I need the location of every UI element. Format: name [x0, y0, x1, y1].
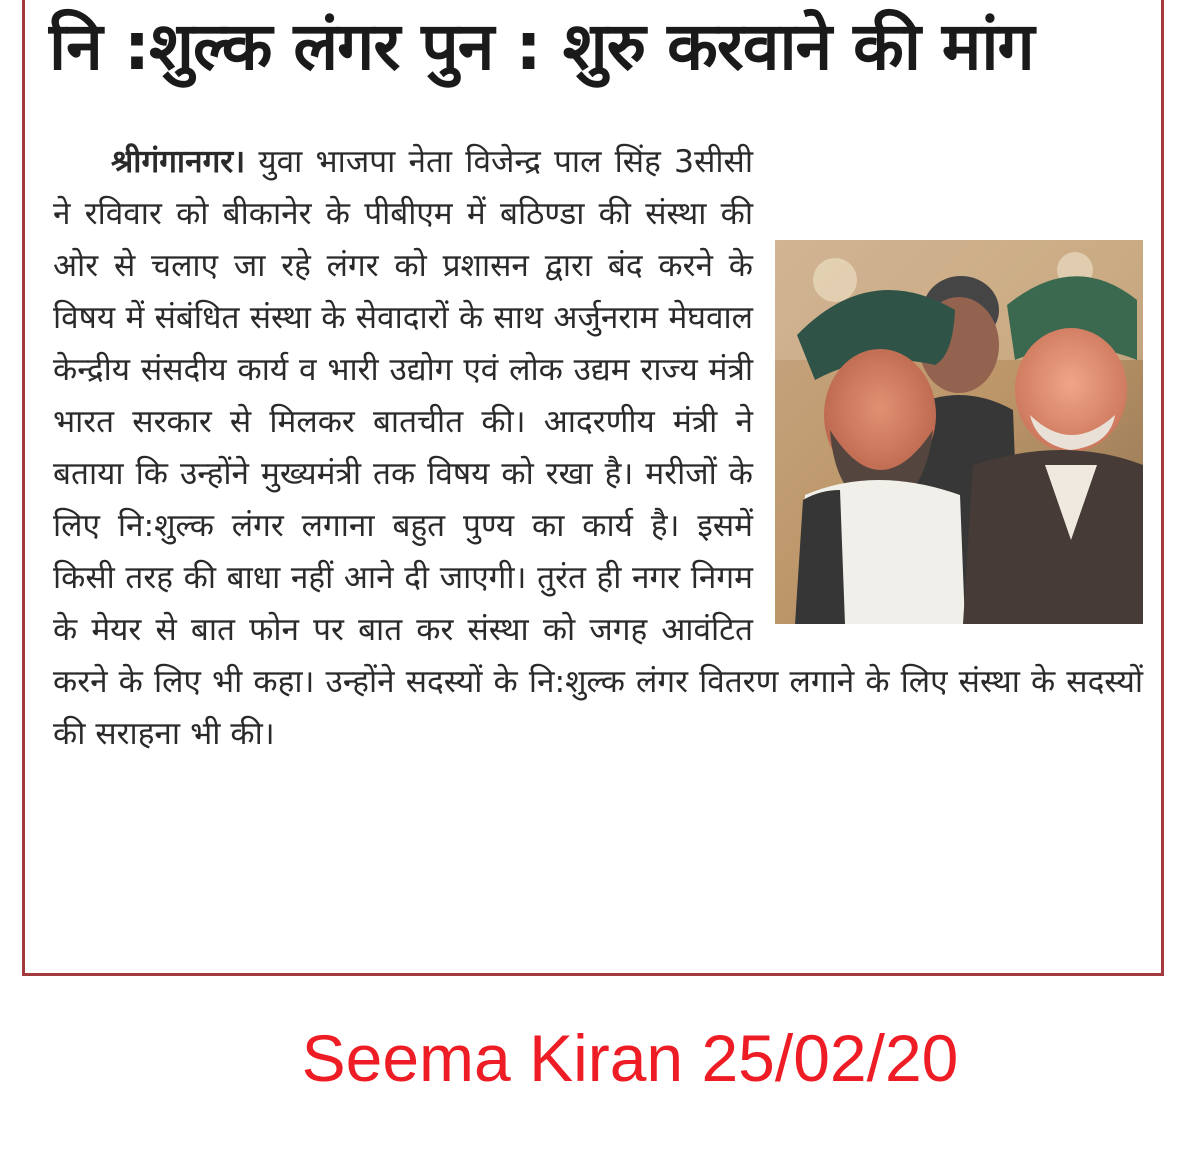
source-caption: Seema Kiran 25/02/20 [301, 1021, 959, 1095]
article-dateline: श्रीगंगानगर। [111, 144, 246, 180]
article-body [53, 136, 1143, 760]
group-photo-icon [775, 240, 1143, 624]
newspaper-clipping [22, 0, 1164, 976]
article-headline: नि :शुल्क लंगर पुन : शुरु करवाने की मांग [49, 8, 1034, 85]
article-body-text: युवा भाजपा नेता विजेन्द्र पाल सिंह 3सीसी ने रविवार को बीकानेर के पीबीएम में बठिण्डा की संस्था की ओर से चलाए जा रहे लंगर को प्रशासन द्वारा बंद करने के विषय में संबंधित संस्था के सेवादारों के साथ अर्जुनराम मेघवाल केन्द्रीय संसदीय कार्य व भारी उद्योग एवं लोक उद्यम राज्य मंत्री भारत सरकार से मिलकर बातचीत की। आदरणीय मंत्री ने बताया कि उन्होंने मुख्यमंत्री तक विषय को रखा है। मरीजों के लिए नि:शुल्क लंगर लगाना बहुत पुण्य का कार्य है। इसमें किसी तरह की बाधा नहीं आने दी जाएगी। तुरंत ही नगर निगम के मेयर से बात फोन पर बात कर संस्था को जगह आवंटित करने के लिए भी कहा। उन्होंने सदस्यों के नि:शुल्क लंगर वितरण लगाने के लिए संस्था के सदस्यों की सराहना भी की। [53, 144, 1143, 752]
